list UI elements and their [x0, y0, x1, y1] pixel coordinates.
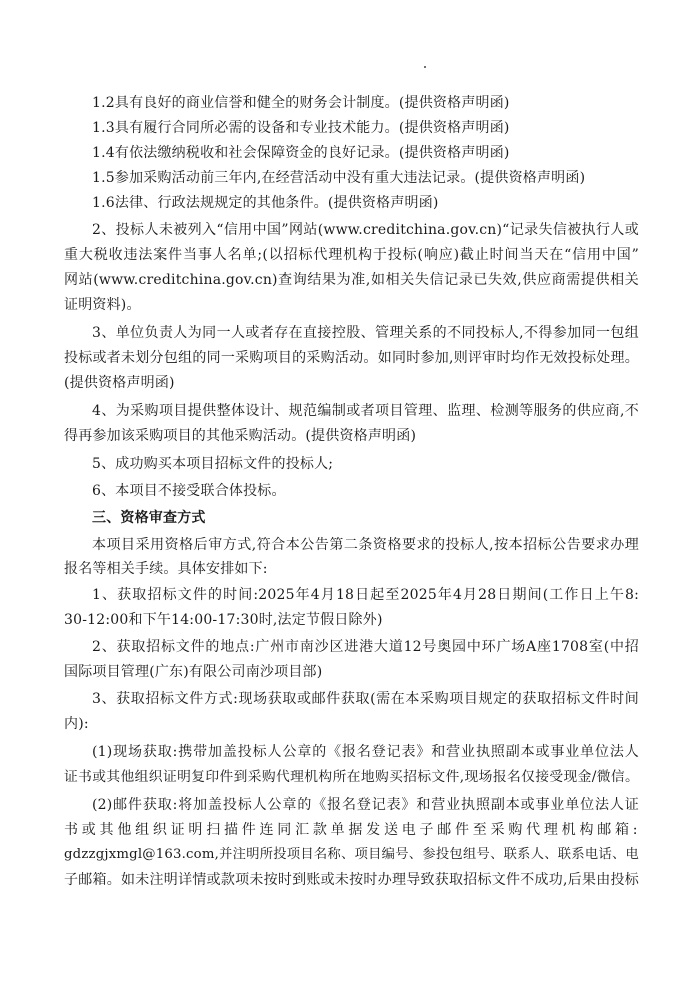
clause-4-line-2: 得再参加该采购项目的其他采购活动。(提供资格声明函) [64, 428, 417, 444]
clause-2-line-2: 重大税收违法案件当事人名单;(以招标代理机构于投标(响应)截止时间当天在“信用中国” [64, 247, 639, 263]
email-line-3: gdzzgjxmgl@163.com,并注明所投项目名称、项目编号、参投包组号、联系人、联系电话、电 [64, 847, 639, 862]
clause-4-line-1: 4、为采购项目提供整体设计、规范编制或者项目管理、监理、检测等服务的供应商,不 [92, 403, 639, 419]
review-item-2-line-1: 2、获取招标文件的地点:广州市南沙区进港大道12号奥园中环广场A座1708室(中招 [92, 639, 639, 655]
review-item-3-line-1: 3、获取招标文件方式:现场获取或邮件获取(需在本采购项目规定的获取招标文件时间 [92, 691, 639, 707]
clause-1-3: 1.3具有履行合同所必需的设备和专业技术能力。(提供资格声明函) [92, 120, 510, 136]
onsite-line-2: 证书或其他组织证明复印件到采购代理机构所在地购买招标文件,现场报名仅接受现金/微信。 [64, 769, 639, 785]
clause-3-line-3: (提供资格声明函) [64, 375, 175, 391]
clause-6: 6、本项目不接受联合体投标。 [92, 483, 286, 499]
scan-speck [424, 66, 426, 68]
clause-2-line-1: 2、投标人未被列入“信用中国”网站(www.creditchina.gov.cn)“记录失信被执行人或 [92, 222, 639, 238]
email-line-2: 书或其他组织证明扫描件连同汇款单据发送电子邮件至采购代理机构邮箱: [64, 822, 639, 838]
review-item-1-line-1: 1、获取招标文件的时间:2025年4月18日起至2025年4月28日期间(工作日上午8: [92, 587, 639, 603]
review-item-1-line-2: 30-12:00和下午14:00-17:30时,法定节假日除外) [64, 612, 383, 628]
review-item-3-line-2: 内): [64, 716, 89, 732]
clause-2-line-4: 证明资料)。 [64, 297, 141, 313]
clause-1-4: 1.4有依法缴纳税收和社会保障资金的良好记录。(提供资格声明函) [92, 145, 510, 161]
clause-3-line-1: 3、单位负责人为同一人或者存在直接控股、管理关系的不同投标人,不得参加同一包组 [92, 325, 639, 341]
clause-2-line-3: 网站(www.creditchina.gov.cn)查询结果为准,如相关失信记录已失效,供应商需提供相关 [64, 272, 639, 288]
clause-1-5: 1.5参加采购活动前三年内,在经营活动中没有重大违法记录。(提供资格声明函) [92, 170, 586, 186]
clause-1-2: 1.2具有良好的商业信誉和健全的财务会计制度。(提供资格声明函) [92, 95, 510, 111]
email-line-4: 子邮箱。如未注明详情或款项未按时到账或未按时办理导致获取招标文件不成功,后果由投标 [64, 872, 639, 888]
clause-3-line-2: 投标或者未划分包组的同一采购项目的采购活动。如同时参加,则评审时均作无效投标处理。 [64, 350, 639, 366]
email-line-1: (2)邮件获取:将加盖投标人公章的《报名登记表》和营业执照副本或事业单位法人证 [92, 797, 639, 813]
review-intro-line-1: 本项目采用资格后审方式,符合本公告第二条资格要求的投标人,按本招标公告要求办理 [92, 537, 639, 553]
clause-5: 5、成功购买本项目招标文件的投标人; [92, 456, 334, 472]
review-intro-line-2: 报名等相关手续。具体安排如下: [64, 561, 268, 577]
review-item-2-line-2: 国际项目管理(广东)有限公司南沙项目部) [64, 664, 323, 680]
clause-1-6: 1.6法律、行政法规规定的其他条件。(提供资格声明函) [92, 195, 439, 211]
onsite-line-1: (1)现场获取:携带加盖投标人公章的《报名登记表》和营业执照副本或事业单位法人 [92, 744, 639, 760]
section-heading-3: 三、资格审查方式 [92, 510, 206, 526]
